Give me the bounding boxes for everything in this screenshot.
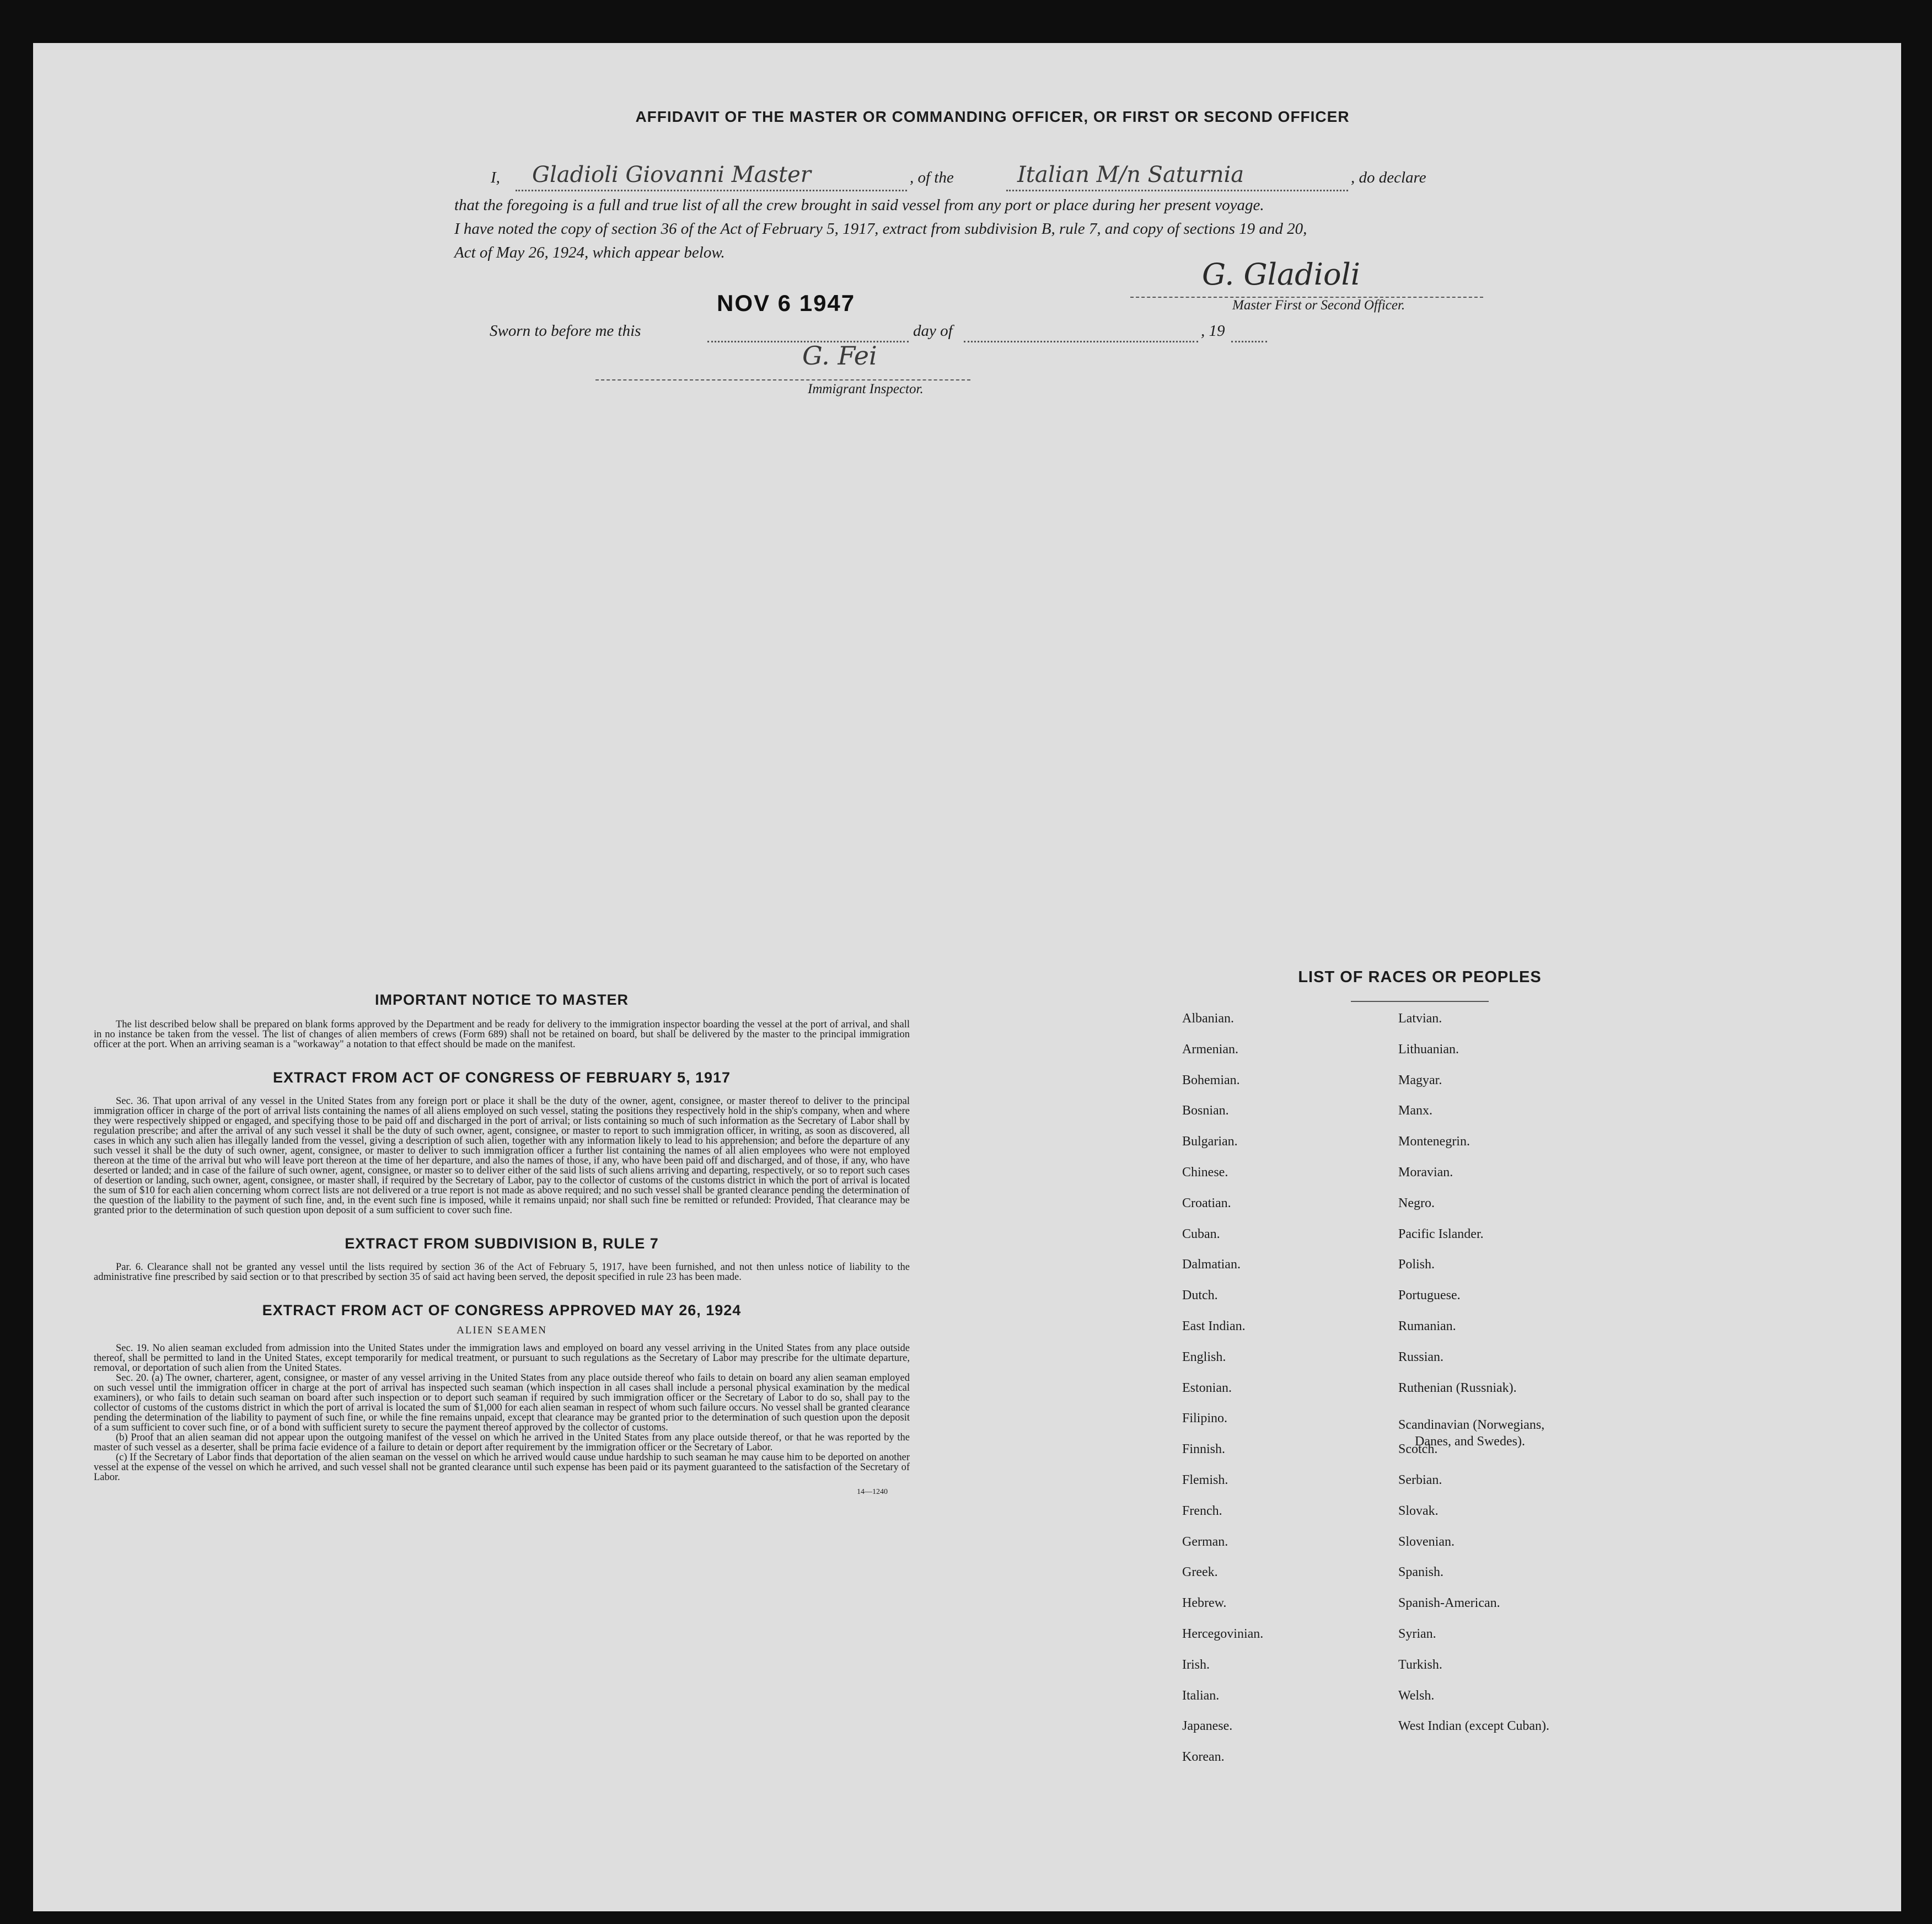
- race-item: Cuban.: [1182, 1226, 1220, 1241]
- race-item: English.: [1182, 1349, 1226, 1364]
- races-title-rule: [1351, 1001, 1489, 1002]
- race-item: Irish.: [1182, 1657, 1210, 1672]
- race-item: Serbian.: [1398, 1473, 1442, 1487]
- extract-1917-body: Sec. 36. That upon arrival of any vessel in the United States from any foreign port or place it shall be the duty of the owner, agent, consignee, or master thereof to deliver to the principal immigration officer in charge of the port of arrival lists containing the names of all aliens employed on such vessel, stating the positions they respectively hold in the ship's company, when and where they were respectively shipped or engaged, and specifying those to be paid off and discharged in the port of arrival; or lists containing so much of such information as the Secretary of Labor shall by regulation prescribe; and after the arrival of any such vessel it shall be the duty of such owner, agent, consignee, or master to report to such immigration officer, in writing, as soon as discovered, all cases in which any such alien has illegally landed from the vessel, giving a description of such alien, together with any information likely to lead to his apprehension; and before the departure of any such vessel it shall be the duty of such owner, agent, consignee, or master to deliver to such immigration officer a further list containing the names of all alien employees who were not employed thereon at the time of the arrival but who will leave port thereon at the time of her departure, and also the names of those, if any, who have been paid off and discharged, and of those, if any, who have deserted or landed; and in case of the failure of such owner, agent, consignee, or master so to deliver either of the said lists of such aliens arriving and departing, respectively, or so to report such cases of desertion or landing, such owner, agent, consignee, or master shall, if required by the Secretary of Labor, pay to the collector of customs of the customs district in which the port of arrival is located the sum of $10 for each alien concerning whom correct lists are not delivered or a true report is not made as above required; and no such vessel shall be granted clearance pending the determination of the question of the liability to the payment of such fine, and, in the event such fine is imposed, while it remains unpaid; nor shall such fine be remitted or refunded: Provided, That clearance may be granted prior to the determination of such question upon deposit of a sum sufficient to cover such fine.: [94, 1096, 910, 1216]
- master-caption: Master First or Second Officer.: [1232, 298, 1405, 313]
- race-item: Danes, and Swedes).: [1415, 1434, 1525, 1449]
- race-item: Polish.: [1398, 1257, 1435, 1272]
- race-item: Rumanian.: [1398, 1319, 1456, 1333]
- affidavit-line-1: [491, 162, 1527, 196]
- section-20b-text: (b) Proof that an alien seaman did not appear upon the outgoing manifest of the vessel on which he arrived in the United States from any place outside thereof, or that he was reported by the master of such vessel as a deserter, shall be prima facie evidence of a failure to detain or deport after requirement by the immigration officer or the Secretary of Labor.: [94, 1432, 910, 1453]
- day-of-text: day of: [913, 322, 953, 340]
- race-item: Armenian.: [1182, 1042, 1238, 1057]
- race-item: Dutch.: [1182, 1288, 1218, 1303]
- race-item: Manx.: [1398, 1103, 1432, 1118]
- notice-body: The list described below shall be prepared on blank forms approved by the Department and be ready for delivery to the immigration inspector boarding the vessel at the port of arrival, and shall in no instance be taken from the vessel. The list of changes of alien members of crews (Form 689) shall not be retained on board, but shall be delivered by the master to the principal immigration officer at the port. When an arriving seaman is a "workaway" a notation to that effect should be made on the manifest.: [94, 1019, 910, 1050]
- race-item: Russian.: [1398, 1349, 1444, 1364]
- race-item: Greek.: [1182, 1565, 1218, 1580]
- race-item: Finnish.: [1182, 1442, 1226, 1457]
- race-item: Turkish.: [1398, 1657, 1442, 1672]
- sworn-day-field: [707, 322, 909, 342]
- pronoun-i: I,: [491, 169, 500, 186]
- race-item: Slovenian.: [1398, 1534, 1455, 1549]
- race-item: Hebrew.: [1182, 1596, 1227, 1611]
- affidavit-line-3: I have noted the copy of section 36 of the Act of February 5, 1917, extract from subdivision B, rule 7, and copy of sections 19 and 20,: [454, 220, 1307, 238]
- subdivision-b-body: Par. 6. Clearance shall not be granted any vessel until the lists required by section 36 of the Act of February 5, 1917, have been furnished, and not then unless notice of liability to the administrative fine prescribed by said section or to that prescribed by section 35 of said act having been served, the deposit specified in rule 23 has been made.: [94, 1262, 910, 1283]
- race-item: Scotch.: [1398, 1442, 1438, 1457]
- races-right-column: [1398, 1011, 1707, 1827]
- sworn-year-field: [1231, 322, 1267, 342]
- race-item: Latvian.: [1398, 1011, 1442, 1026]
- race-item: Negro.: [1398, 1196, 1435, 1210]
- race-item: East Indian.: [1182, 1319, 1246, 1333]
- race-item: Pacific Islander.: [1398, 1226, 1484, 1241]
- do-declare-text: , do declare: [1351, 169, 1426, 186]
- race-item: Spanish.: [1398, 1565, 1444, 1580]
- race-item: Chinese.: [1182, 1165, 1228, 1180]
- notice-title: IMPORTANT NOTICE TO MASTER: [375, 992, 629, 1008]
- form-number: 14—1240: [857, 1488, 888, 1496]
- race-item: Magyar.: [1398, 1073, 1442, 1087]
- paper-sheet: [33, 43, 1901, 1911]
- race-item: Bohemian.: [1182, 1073, 1240, 1087]
- race-item: Ruthenian (Russniak).: [1398, 1380, 1517, 1395]
- extract-1924-title: EXTRACT FROM ACT OF CONGRESS APPROVED MAY 26, 1924: [262, 1302, 742, 1319]
- race-item: Spanish-American.: [1398, 1596, 1500, 1611]
- sworn-text: Sworn to before me this: [490, 322, 641, 340]
- race-item: Bosnian.: [1182, 1103, 1229, 1118]
- section-20a-text: Sec. 20. (a) The owner, charterer, agent, consignee, or master of any vessel arriving in the United States from any place outside thereof who fails to detain on board any alien seaman employed on such vessel until the immigration officer in charge at the port of arrival has inspected such seaman (which inspection in all cases shall include a personal physical examination by the medical examiners), or who fails to detain such seaman on board after such inspection or to deport such seaman if required by such immigration officer or the Secretary of Labor to do so, shall pay to the collector of customs of the customs district in which the port of arrival is located the sum of $1,000 for each alien seaman in respect of whom such failure occurs. No vessel shall be granted clearance pending the determination of the liability to payment of such fine, or while the fine remains unpaid, except that clearance may be granted prior to the determination of such question upon the deposit of a sum sufficient to cover such fine, or of a bond with sufficient surety to secure the payment thereof approved by the collector of customs.: [94, 1373, 910, 1433]
- sworn-line: [490, 322, 1273, 347]
- race-item: Montenegrin.: [1398, 1134, 1470, 1149]
- races-left-column: [1182, 1011, 1381, 1827]
- vessel-handwritten: Italian M/n Saturnia: [1017, 162, 1244, 187]
- year-prefix-text: , 19: [1201, 322, 1225, 340]
- inspector-caption: Immigrant Inspector.: [808, 382, 924, 396]
- race-item: Korean.: [1182, 1750, 1225, 1765]
- race-item: Estonian.: [1182, 1380, 1232, 1395]
- race-item: Croatian.: [1182, 1196, 1231, 1210]
- race-item: Moravian.: [1398, 1165, 1453, 1180]
- race-item: Slovak.: [1398, 1503, 1439, 1518]
- races-title: LIST OF RACES OR PEOPLES: [1298, 968, 1542, 986]
- section-19-text: Sec. 19. No alien seaman excluded from admission into the United States under the immigration laws and employed on board any vessel arriving in the United States from any place outside thereof, shall be permitted to land in the United States, except temporarily for medical treatment, or pursuant to such regulations as the Secretary of Labor may prescribe for the ultimate departure, removal, or deportation of such alien from the United States.: [94, 1343, 910, 1374]
- race-item: French.: [1182, 1503, 1222, 1518]
- race-item: Dalmatian.: [1182, 1257, 1241, 1272]
- race-item: Lithuanian.: [1398, 1042, 1459, 1057]
- master-signature: G. Gladioli: [1202, 257, 1361, 292]
- master-name-handwritten: Gladioli Giovanni Master: [532, 162, 811, 187]
- section-20c-text: (c) If the Secretary of Labor finds that deportation of the alien seaman on the vessel on which he arrived would cause undue hardship to such seaman he may cause him to be deported on another vessel at the expense of the vessel on which he arrived, and such vessel shall not be granted clearance until such expense has been paid or its payment guaranteed to the satisfaction of the Secretary of Labor.: [94, 1452, 910, 1483]
- affidavit-title: AFFIDAVIT OF THE MASTER OR COMMANDING OFFICER, OR FIRST OR SECOND OFFICER: [635, 108, 1350, 125]
- race-item: Albanian.: [1182, 1011, 1234, 1026]
- legal-column: [94, 992, 910, 1497]
- race-item: Scandinavian (Norwegians,: [1398, 1418, 1545, 1433]
- sworn-month-field: [964, 322, 1198, 342]
- race-item: Bulgarian.: [1182, 1134, 1238, 1149]
- race-item: Syrian.: [1398, 1627, 1436, 1641]
- race-item: West Indian (except Cuban).: [1398, 1719, 1549, 1734]
- affidavit-line-2: that the foregoing is a full and true list of all the crew brought in said vessel from any port or place during her present voyage.: [454, 196, 1264, 214]
- race-item: Welsh.: [1398, 1688, 1435, 1703]
- race-item: German.: [1182, 1534, 1228, 1549]
- affidavit-line-4: Act of May 26, 1924, which appear below.: [454, 244, 725, 261]
- race-item: Portuguese.: [1398, 1288, 1461, 1303]
- alien-seamen-subtitle: ALIEN SEAMEN: [457, 1325, 547, 1336]
- extract-1917-title: EXTRACT FROM ACT OF CONGRESS OF FEBRUARY 5, 1917: [272, 1069, 731, 1086]
- race-item: Hercegovinian.: [1182, 1627, 1264, 1641]
- race-item: Filipino.: [1182, 1411, 1228, 1426]
- race-item: Italian.: [1182, 1688, 1220, 1703]
- date-stamp: NOV 6 1947: [717, 290, 856, 316]
- of-the-text: , of the: [910, 169, 954, 186]
- inspector-signature-line: [595, 379, 970, 380]
- subdivision-b-title: EXTRACT FROM SUBDIVISION B, RULE 7: [345, 1235, 659, 1252]
- race-item: Japanese.: [1182, 1719, 1233, 1734]
- inspector-signature: G. Fei: [802, 341, 877, 371]
- race-item: Flemish.: [1182, 1473, 1228, 1487]
